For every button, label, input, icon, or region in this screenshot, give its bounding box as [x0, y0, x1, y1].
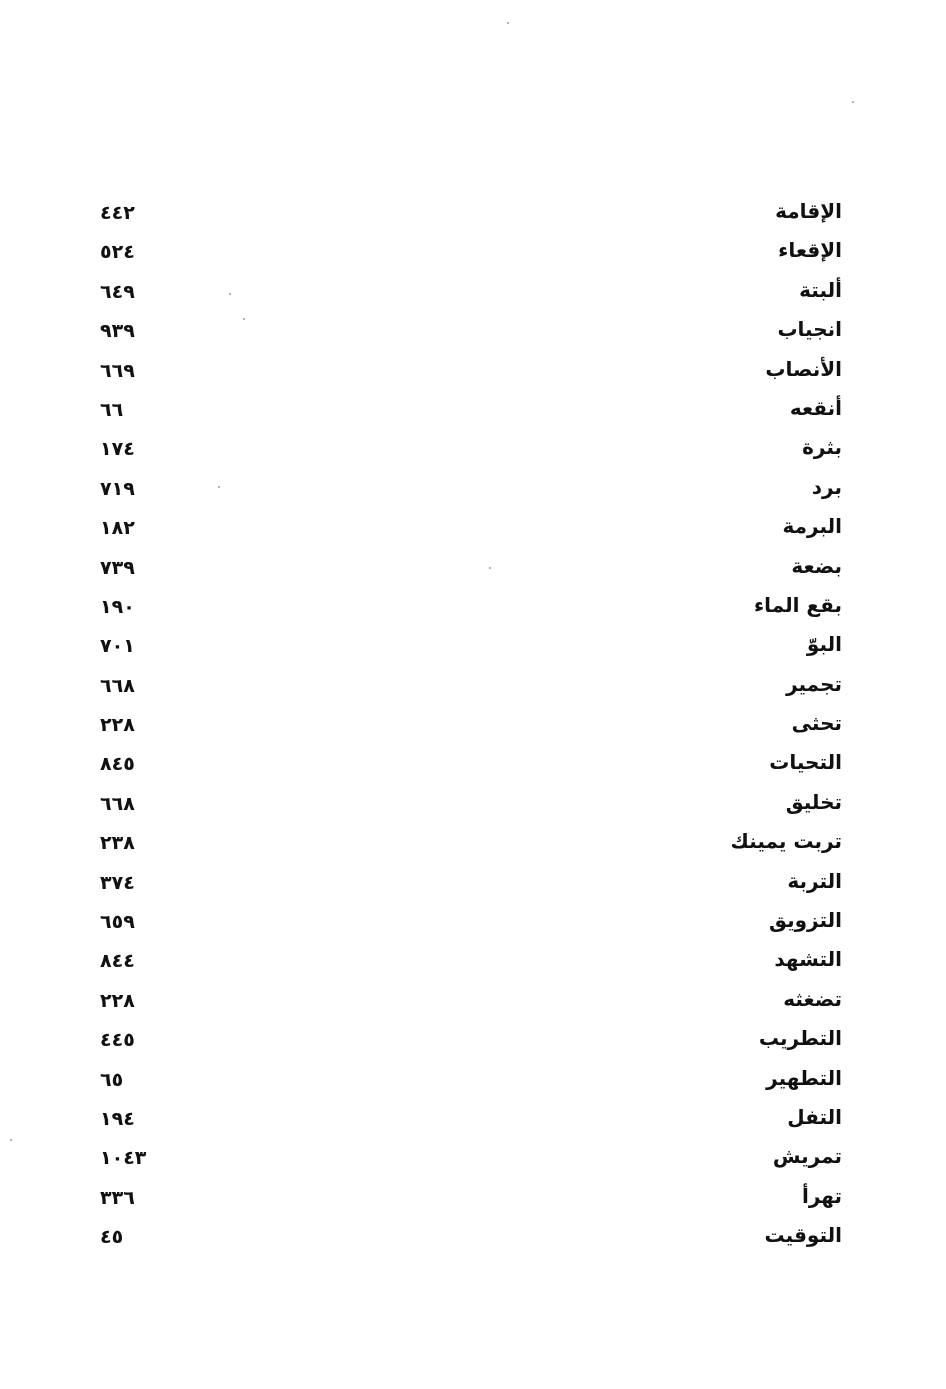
index-term: أنقعه	[789, 395, 842, 420]
index-term: التوقيت	[764, 1223, 842, 1248]
index-entry	[90, 982, 850, 1021]
index-entry	[90, 667, 850, 706]
index-term: الإقعاء	[778, 238, 842, 263]
index-term: بضعة	[791, 553, 842, 578]
index-entry	[90, 706, 850, 745]
page-number: ٦٤٩	[100, 280, 135, 303]
index-entry	[90, 942, 850, 981]
index-entry	[90, 824, 850, 863]
page-number: ١٧٤	[100, 438, 135, 461]
page-number: ٧٣٩	[100, 556, 135, 579]
index-term: الأنصاب	[765, 356, 842, 381]
page-number: ٦٦٨	[100, 674, 135, 697]
page-number: ١٨٢	[100, 517, 135, 540]
index-entry	[90, 549, 850, 588]
page-number: ٦٦	[100, 398, 124, 421]
page-number: ٥٢٤	[100, 241, 135, 264]
index-entry	[90, 1100, 850, 1139]
index-entry	[90, 627, 850, 666]
index-entry	[90, 1139, 850, 1178]
index-entry	[90, 1021, 850, 1060]
index-entry	[90, 903, 850, 942]
index-term: التحيات	[769, 750, 842, 775]
index-entry	[90, 588, 850, 627]
index-term: التزويق	[769, 908, 842, 933]
index-term: البرمة	[782, 514, 842, 539]
page-number: ١٩٤	[100, 1107, 135, 1130]
index-term: برد	[811, 474, 842, 499]
index-entry	[90, 194, 850, 233]
index-term: تخليق	[785, 789, 842, 814]
index-term: تهرأ	[801, 1183, 842, 1208]
page-number: ٤٥	[100, 1226, 124, 1249]
index-term: ألبتة	[799, 277, 842, 302]
page-number: ٦٦٨	[100, 792, 135, 815]
index-term: تجمير	[786, 671, 842, 696]
index-entry	[90, 312, 850, 351]
index-entry	[90, 785, 850, 824]
page-number: ٩٣٩	[100, 320, 135, 343]
page-number: ٢٣٨	[100, 832, 135, 855]
page-number: ٤٤٢	[100, 202, 135, 224]
index-list	[90, 194, 850, 1258]
page-number: ٦٥٩	[100, 911, 135, 934]
index-term: بثرة	[802, 435, 842, 460]
page-number: ٣٣٦	[100, 1186, 135, 1209]
scan-speck	[10, 1139, 12, 1141]
index-term: البوّ	[806, 632, 842, 657]
index-entry	[90, 1179, 850, 1218]
page-number: ١٩٠	[100, 595, 135, 618]
index-term: التشهد	[774, 947, 842, 972]
page-number: ٤٤٥	[100, 1029, 135, 1052]
page-number: ٧١٩	[100, 477, 135, 500]
index-term: تحثى	[791, 711, 842, 736]
page-number: ٨٤٥	[100, 753, 135, 776]
index-entry	[90, 470, 850, 509]
index-term: التفل	[787, 1104, 842, 1129]
index-term: التربة	[787, 868, 842, 893]
page-number: ٧٠١	[100, 635, 135, 658]
scan-speck	[507, 22, 509, 24]
index-entry	[90, 509, 850, 548]
index-entry	[90, 1218, 850, 1257]
index-entry	[90, 1061, 850, 1100]
page-number: ٣٧٤	[100, 871, 135, 894]
index-entry	[90, 745, 850, 784]
index-term: تمريش	[772, 1144, 842, 1169]
index-term: تربت يمينك	[730, 829, 842, 854]
page-number: ١٠٤٣	[100, 1147, 147, 1170]
index-term: انجياب	[777, 317, 842, 342]
index-term: تضغثه	[783, 986, 842, 1011]
page-number: ٨٤٤	[100, 950, 135, 973]
index-entry	[90, 430, 850, 469]
index-entry	[90, 391, 850, 430]
index-term: الإقامة	[775, 199, 842, 223]
page-number: ٢٢٨	[100, 989, 135, 1012]
index-entry	[90, 352, 850, 391]
scan-speck	[852, 101, 854, 103]
index-term: التطهير	[766, 1065, 842, 1090]
index-entry	[90, 864, 850, 903]
index-entry	[90, 233, 850, 272]
index-entry	[90, 273, 850, 312]
page-number: ٦٦٩	[100, 359, 135, 382]
page-number: ٢٢٨	[100, 714, 135, 737]
page-number: ٦٥	[100, 1068, 124, 1091]
index-term: بقع الماء	[753, 592, 842, 617]
index-term: التطريب	[758, 1026, 842, 1051]
